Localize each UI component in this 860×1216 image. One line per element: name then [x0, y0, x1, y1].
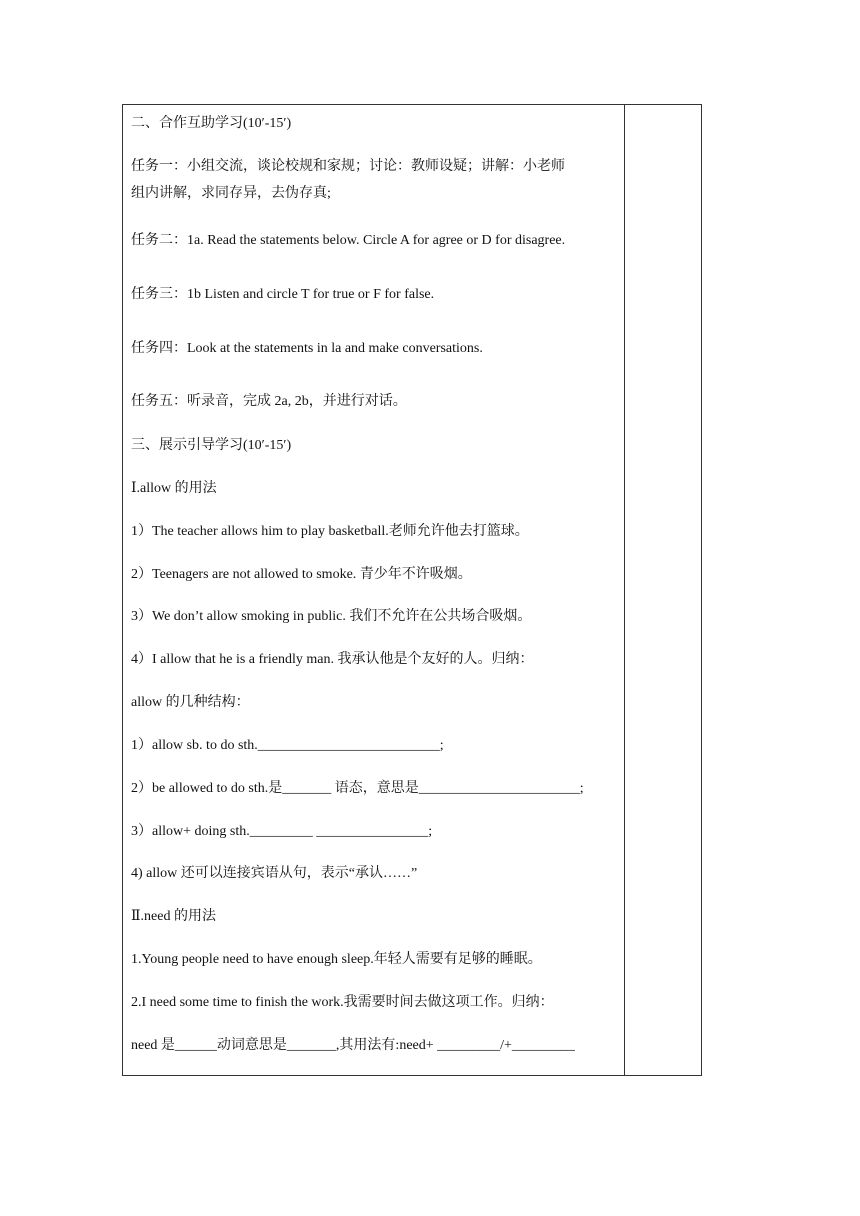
need-summary: need 是______动词意思是_______,其用法有:need+ _________/+_________ [131, 1038, 575, 1053]
task-3: 任务三：1b Listen and circle T for true or F for false. [131, 287, 435, 302]
allow-example-3: 3）We don’t allow smoking in public. 我们不允许在公共场合吸烟。 [131, 609, 532, 624]
allow-structure-3: 3）allow+ doing sth._________ ________________; [131, 824, 433, 839]
allow-example-2: 2）Teenagers are not allowed to smoke. 青少年不许吸烟。 [131, 567, 472, 582]
need-example-2: 2.I need some time to finish the work.我需要时间去做这项工作。归纳： [131, 995, 554, 1010]
lesson-table [122, 104, 702, 1076]
need-usage-title: Ⅱ.need 的用法 [131, 909, 216, 924]
task-1-line-1: 任务一：小组交流，谈论校规和家规；讨论：教师设疑；讲解：小老师 [131, 159, 565, 174]
need-example-1: 1.Young people need to have enough sleep.年轻人需要有足够的睡眠。 [131, 952, 542, 967]
column-divider [624, 105, 625, 1075]
section-2-heading: 二、合作互助学习(10′-15′) [131, 116, 292, 131]
allow-structures-title: allow 的几种结构： [131, 695, 250, 710]
allow-example-1: 1）The teacher allows him to play basketball.老师允许他去打篮球。 [131, 524, 529, 539]
allow-structure-2: 2）be allowed to do sth.是_______ 语态，意思是_______________________; [131, 781, 584, 796]
task-2: 任务二：1a. Read the statements below. Circle A for agree or D for disagree. [131, 233, 566, 248]
allow-structure-1: 1）allow sb. to do sth.__________________________; [131, 738, 444, 753]
task-4: 任务四：Look at the statements in la and make conversations. [131, 341, 483, 356]
task-1-line-2: 组内讲解，求同存异，去伪存真; [131, 186, 331, 201]
allow-example-4: 4）I allow that he is a friendly man. 我承认他是个友好的人。归纳： [131, 652, 534, 667]
allow-structure-4: 4) allow 还可以连接宾语从句，表示“承认……” [131, 866, 418, 881]
section-3-heading: 三、展示引导学习(10′-15′) [131, 438, 292, 453]
task-5: 任务五：听录音，完成 2a, 2b，并进行对话。 [131, 394, 407, 409]
allow-usage-title: Ⅰ.allow 的用法 [131, 481, 217, 496]
